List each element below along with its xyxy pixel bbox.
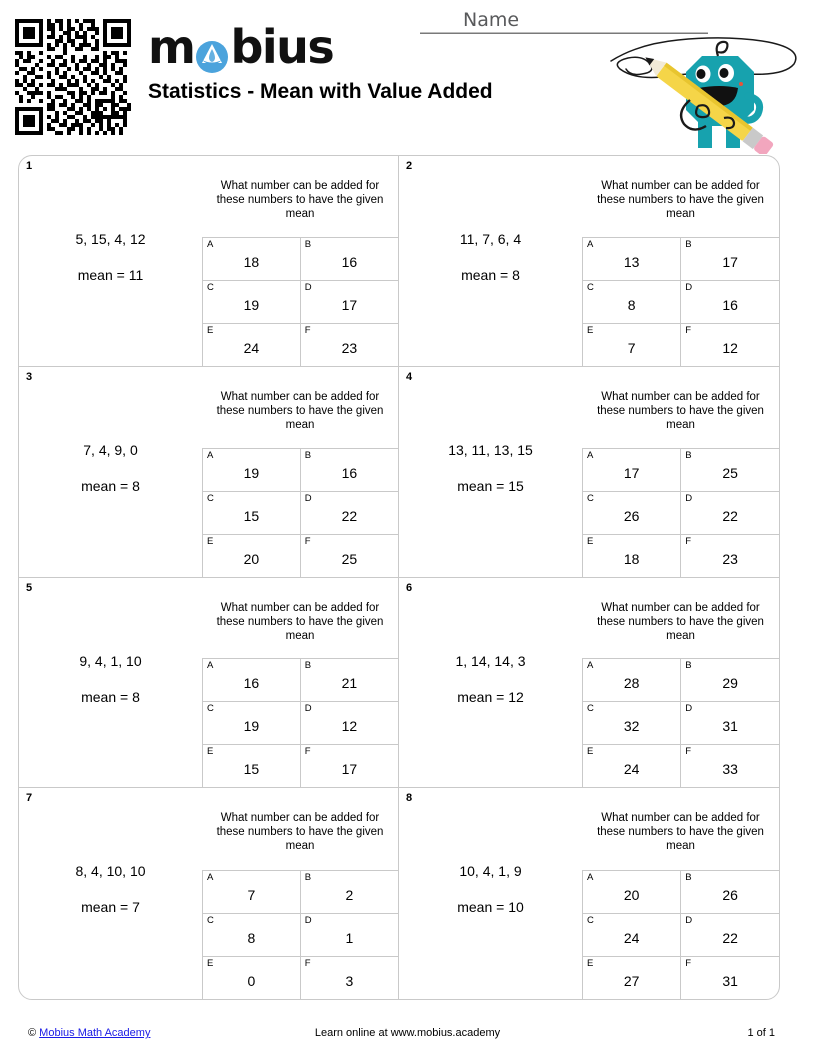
table-row (583, 448, 780, 491)
answer-option[interactable] (300, 280, 398, 323)
option-value: 8 (627, 296, 636, 313)
answer-option[interactable] (681, 702, 779, 745)
answer-option[interactable] (300, 534, 398, 577)
number-list: 13, 11, 13, 15 (448, 441, 533, 458)
answer-option[interactable] (583, 702, 681, 745)
answer-option[interactable] (681, 237, 779, 280)
answer-options-table (202, 237, 398, 366)
answer-option[interactable] (203, 237, 301, 280)
answer-options-table (202, 870, 398, 999)
copyright-link[interactable]: Mobius Math Academy (39, 1027, 151, 1039)
option-letter: C (587, 703, 594, 715)
answer-option[interactable] (583, 448, 681, 491)
option-letter: C (207, 281, 214, 293)
question-prompt: What number can be added for these numbers to have the given mean (597, 812, 764, 853)
option-value: 12 (722, 339, 738, 356)
question-stem (399, 788, 582, 999)
page-header (0, 0, 815, 148)
option-value: 16 (722, 296, 738, 313)
page-title: Statistics - Mean with Value Added (148, 80, 493, 103)
answer-options-table (582, 237, 779, 366)
option-value: 31 (722, 718, 738, 735)
answer-options-table (582, 870, 779, 999)
option-letter: E (587, 535, 594, 547)
answer-option[interactable] (300, 702, 398, 745)
option-value: 2 (345, 887, 354, 903)
question-number: 2 (406, 160, 413, 172)
table-row (583, 957, 780, 1000)
answer-option[interactable] (203, 659, 301, 702)
answer-options-table (582, 658, 779, 787)
option-value: 19 (243, 464, 260, 481)
question-cell (19, 156, 399, 367)
question-prompt: What number can be added for these numbers to have the given mean (597, 390, 764, 431)
answer-option[interactable] (681, 914, 779, 957)
mean-value: mean = 12 (457, 688, 524, 705)
option-letter: B (304, 660, 312, 672)
question-stem (399, 156, 582, 366)
option-letter: E (587, 746, 594, 758)
answer-option[interactable] (681, 491, 779, 534)
option-value: 18 (243, 253, 260, 270)
option-value: 8 (247, 930, 256, 946)
option-value: 16 (341, 464, 358, 481)
option-value: 21 (341, 675, 358, 692)
answer-options-table (202, 658, 398, 787)
table-row (583, 702, 780, 745)
number-list: 9, 4, 1, 10 (79, 652, 142, 669)
table-row (203, 491, 399, 534)
question-stem (19, 788, 202, 999)
mean-value: mean = 8 (81, 477, 140, 494)
answer-option[interactable] (583, 491, 681, 534)
option-value: 16 (243, 675, 260, 692)
answer-option[interactable] (203, 448, 301, 491)
option-value: 17 (722, 253, 738, 270)
logo-text-after: bius (230, 20, 334, 74)
option-letter: F (685, 535, 692, 547)
table-row (203, 534, 399, 577)
answer-option[interactable] (681, 323, 779, 366)
question-prompt: What number can be added for these numbers to have the given mean (216, 812, 384, 853)
answer-option[interactable] (583, 534, 681, 577)
option-value: 23 (341, 339, 358, 356)
option-letter: D (304, 915, 312, 926)
option-letter: B (304, 238, 312, 250)
option-value: 7 (627, 339, 636, 356)
question-stem (19, 156, 202, 366)
option-letter: E (207, 746, 214, 758)
option-value: 12 (341, 718, 358, 735)
answer-option[interactable] (583, 280, 681, 323)
answer-options-table (202, 448, 398, 577)
option-letter: F (685, 746, 692, 758)
option-value: 19 (243, 718, 260, 735)
question-prompt: What number can be added for these numbers to have the given mean (216, 601, 384, 642)
option-letter: E (207, 535, 214, 547)
mean-value: mean = 8 (81, 688, 140, 705)
question-number: 4 (406, 370, 413, 383)
answer-option[interactable] (203, 871, 301, 914)
table-row (203, 237, 399, 280)
answer-option[interactable] (681, 659, 779, 702)
question-cell (399, 788, 779, 999)
option-value: 22 (341, 507, 358, 524)
option-letter: C (587, 915, 594, 926)
table-row (203, 871, 399, 914)
number-list: 7, 4, 9, 0 (83, 441, 138, 458)
option-value: 20 (623, 887, 640, 903)
option-letter: A (207, 449, 214, 461)
option-value: 17 (623, 464, 640, 481)
table-row (583, 914, 780, 957)
option-value: 26 (722, 887, 738, 903)
answer-option[interactable] (583, 237, 681, 280)
question-stem (19, 367, 202, 577)
question-number: 6 (406, 581, 413, 594)
option-value: 22 (722, 507, 738, 524)
question-number: 8 (406, 792, 413, 805)
option-value: 0 (247, 973, 256, 989)
question-cell (399, 156, 779, 367)
answer-option[interactable] (300, 491, 398, 534)
answer-option[interactable] (203, 702, 301, 745)
option-value: 20 (243, 550, 260, 567)
page-footer (0, 1022, 815, 1044)
option-letter: C (207, 492, 214, 504)
option-value: 13 (623, 253, 640, 270)
table-row (583, 659, 780, 702)
question-number: 7 (26, 792, 33, 805)
answer-option[interactable] (583, 957, 681, 1000)
answer-option[interactable] (203, 323, 301, 366)
table-row (583, 871, 780, 914)
option-letter: E (207, 324, 214, 336)
option-value: 16 (341, 253, 358, 270)
table-row (203, 448, 399, 491)
answer-option[interactable] (203, 534, 301, 577)
mascot-with-pencil-icon (598, 26, 815, 154)
option-value: 33 (722, 761, 738, 778)
option-value: 32 (623, 718, 640, 735)
option-letter: B (685, 660, 692, 672)
option-value: 23 (722, 550, 738, 567)
page-indicator: 1 of 1 (747, 1027, 775, 1039)
option-letter: A (207, 660, 214, 672)
option-value: 3 (345, 973, 354, 989)
option-letter: E (207, 958, 214, 969)
table-row (203, 745, 399, 788)
option-letter: E (587, 324, 594, 336)
answer-option[interactable] (203, 745, 301, 788)
question-cell (19, 367, 399, 578)
option-letter: D (685, 703, 693, 715)
option-letter: A (587, 449, 594, 461)
table-row (203, 914, 399, 957)
option-letter: A (587, 660, 594, 672)
table-row (203, 323, 399, 366)
table-row (203, 957, 399, 1000)
option-letter: C (207, 915, 214, 926)
option-letter: D (685, 281, 693, 293)
question-cell (399, 578, 779, 789)
mean-value: mean = 7 (81, 899, 140, 916)
answer-option[interactable] (300, 323, 398, 366)
question-prompt: What number can be added for these numbers to have the given mean (597, 601, 764, 642)
option-value: 22 (722, 930, 738, 946)
question-prompt: What number can be added for these numbers to have the given mean (216, 390, 384, 431)
option-letter: A (207, 872, 214, 883)
mobius-loop-icon (195, 33, 229, 67)
option-letter: F (304, 535, 311, 547)
answer-option[interactable] (681, 957, 779, 1000)
name-label: Name (463, 9, 520, 31)
option-value: 24 (623, 761, 640, 778)
table-row (203, 280, 399, 323)
option-letter: A (587, 238, 594, 250)
option-letter: F (304, 746, 311, 758)
option-letter: B (304, 872, 312, 883)
question-number: 3 (26, 370, 33, 383)
option-letter: D (304, 492, 312, 504)
option-letter: A (207, 238, 214, 250)
option-value: 25 (341, 550, 358, 567)
answer-option[interactable] (300, 957, 398, 1000)
option-letter: E (587, 958, 594, 969)
option-letter: C (587, 281, 594, 293)
answer-option[interactable] (583, 871, 681, 914)
option-letter: F (685, 324, 692, 336)
mean-value: mean = 15 (457, 477, 524, 494)
number-list: 8, 4, 10, 10 (75, 863, 146, 880)
logo-text-before: m (148, 20, 195, 74)
answer-option[interactable] (300, 237, 398, 280)
option-value: 17 (341, 761, 358, 778)
option-letter: B (685, 872, 692, 883)
option-letter: B (685, 449, 692, 461)
question-stem (19, 578, 202, 788)
answer-option[interactable] (203, 914, 301, 957)
answer-option[interactable] (300, 448, 398, 491)
option-value: 7 (247, 887, 256, 903)
table-row (203, 702, 399, 745)
option-value: 15 (243, 761, 260, 778)
table-row (203, 659, 399, 702)
answer-option[interactable] (300, 659, 398, 702)
question-stem (399, 578, 582, 788)
option-value: 29 (722, 675, 738, 692)
worksheet-question-grid (18, 155, 780, 1000)
question-prompt: What number can be added for these numbers to have the given mean (216, 180, 384, 220)
question-stem (399, 367, 582, 577)
answer-options-table (582, 448, 779, 577)
option-letter: B (685, 238, 692, 250)
option-value: 28 (623, 675, 640, 692)
option-letter: D (304, 703, 312, 715)
table-row (583, 280, 780, 323)
question-number: 5 (26, 581, 33, 594)
question-prompt: What number can be added for these numbers to have the given mean (597, 180, 764, 220)
footer-tagline: Learn online at www.mobius.academy (314, 1027, 501, 1039)
option-value: 27 (623, 973, 640, 989)
answer-option[interactable] (583, 914, 681, 957)
option-letter: C (207, 703, 214, 715)
option-value: 24 (623, 930, 640, 946)
option-letter: C (587, 492, 594, 504)
question-cell (19, 578, 399, 789)
answer-option[interactable] (681, 448, 779, 491)
answer-option[interactable] (203, 957, 301, 1000)
answer-option[interactable] (681, 280, 779, 323)
option-value: 31 (722, 973, 738, 989)
option-letter: D (685, 915, 693, 926)
number-list: 1, 14, 14, 3 (455, 652, 526, 669)
answer-option[interactable] (681, 745, 779, 788)
answer-option[interactable] (300, 914, 398, 957)
option-value: 26 (623, 507, 640, 524)
table-row (583, 237, 780, 280)
question-number: 1 (26, 160, 33, 172)
option-value: 19 (243, 296, 260, 313)
option-letter: B (304, 449, 312, 461)
mean-value: mean = 10 (457, 899, 524, 916)
answer-option[interactable] (681, 871, 779, 914)
answer-option[interactable] (300, 745, 398, 788)
option-letter: F (304, 958, 311, 969)
option-letter: D (685, 492, 693, 504)
number-list: 11, 7, 6, 4 (459, 231, 522, 247)
answer-option[interactable] (583, 323, 681, 366)
option-value: 18 (623, 550, 640, 567)
option-value: 24 (243, 339, 260, 356)
number-list: 10, 4, 1, 9 (459, 863, 522, 880)
option-value: 1 (345, 930, 354, 946)
number-list: 5, 15, 4, 12 (75, 231, 146, 247)
qr-code-icon[interactable] (15, 19, 131, 135)
question-cell (19, 788, 399, 999)
copyright-symbol: © (28, 1027, 37, 1039)
answer-option[interactable] (203, 491, 301, 534)
answer-option[interactable] (583, 659, 681, 702)
option-letter: F (685, 958, 692, 969)
option-letter: D (304, 281, 312, 293)
option-value: 17 (341, 296, 358, 313)
answer-option[interactable] (681, 534, 779, 577)
mean-value: mean = 11 (77, 267, 144, 283)
answer-option[interactable] (300, 871, 398, 914)
option-value: 25 (722, 464, 738, 481)
option-letter: A (587, 872, 594, 883)
option-letter: F (304, 324, 311, 336)
option-value: 15 (243, 507, 260, 524)
table-row (583, 534, 780, 577)
answer-option[interactable] (203, 280, 301, 323)
mean-value: mean = 8 (461, 267, 520, 283)
question-cell (399, 367, 779, 578)
table-row (583, 323, 780, 366)
answer-option[interactable] (583, 745, 681, 788)
table-row (583, 491, 780, 534)
table-row (583, 745, 780, 788)
